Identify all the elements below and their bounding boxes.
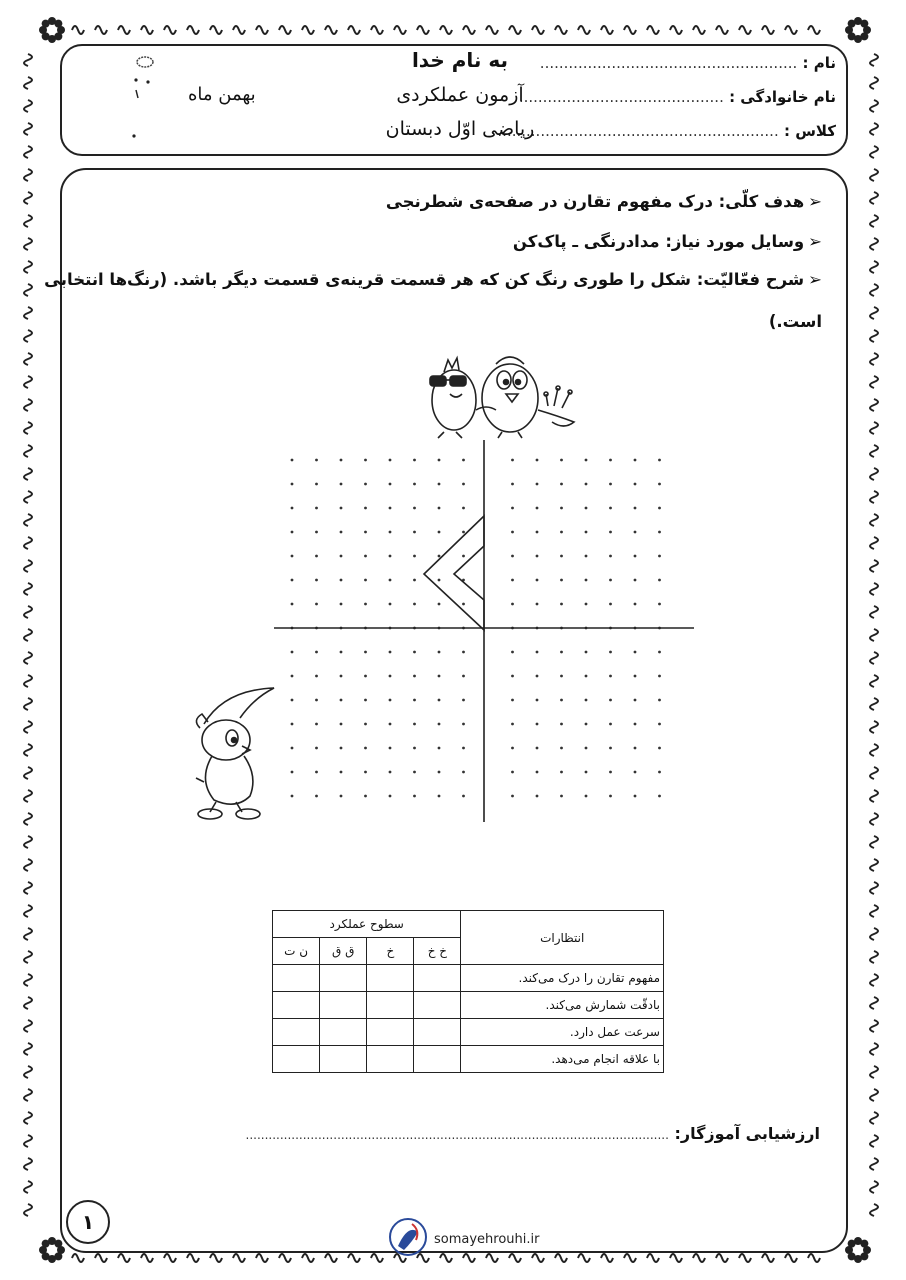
level-cell[interactable] <box>367 965 414 992</box>
level-cell[interactable] <box>367 1046 414 1073</box>
expectations-header: انتظارات <box>461 911 664 965</box>
teacher-evaluation <box>246 1124 820 1143</box>
table-row <box>273 1019 664 1046</box>
level-cell[interactable] <box>414 1046 461 1073</box>
goal-line <box>386 192 822 211</box>
teacher-evaluation-label: ارزشیابی آموزگار: <box>674 1124 820 1143</box>
activity-text: شرح فعّالیّت: شکل را طوری رنگ کن که هر قسمت قرینه‌ی قسمت دیگر باشد. (رنگ‌ها انتخابی <box>44 270 805 289</box>
level-cell[interactable] <box>320 992 367 1019</box>
website-url: somayehrouhi.ir <box>434 1232 540 1247</box>
tools-line <box>513 232 822 251</box>
activity-line-2: است.) <box>768 312 822 331</box>
level-n-t: ن ت <box>273 938 320 965</box>
exam-type: آزمون عملکردی <box>396 84 524 106</box>
page-number: ۱ <box>66 1200 110 1244</box>
level-cell[interactable] <box>273 1019 320 1046</box>
level-cell[interactable] <box>273 1046 320 1073</box>
table-row <box>273 1046 664 1073</box>
goal-text: هدف کلّی: درک مفهوم تقارن در صفحه‌ی شطرنجی <box>385 192 805 211</box>
level-cell[interactable] <box>273 965 320 992</box>
level-cell[interactable] <box>414 965 461 992</box>
level-cell[interactable] <box>367 992 414 1019</box>
level-q-q: ق ق <box>320 938 367 965</box>
expectation-cell: سرعت عمل دارد. <box>461 1019 664 1046</box>
header-title: به نام خدا <box>411 48 509 72</box>
expectation-cell: مفهوم تقارن را درک می‌کند. <box>461 965 664 992</box>
activity-line <box>44 270 822 289</box>
levels-header: سطوح عملکرد <box>273 911 461 938</box>
doodle-icon <box>126 52 160 148</box>
level-cell[interactable] <box>414 992 461 1019</box>
performance-table <box>272 910 664 1073</box>
level-cell[interactable] <box>273 992 320 1019</box>
name-label: نام : <box>802 54 836 72</box>
expectation-cell: با علاقه انجام می‌دهد. <box>461 1046 664 1073</box>
exam-month: بهمن ماه <box>188 84 256 105</box>
table-row <box>273 992 664 1019</box>
bullet-arrow-icon: ➢ <box>808 232 822 251</box>
level-kh-kh: خ خ <box>414 938 461 965</box>
level-kh: خ <box>367 938 414 965</box>
family-name-dots: ........................................... <box>518 88 724 106</box>
level-cell[interactable] <box>320 1019 367 1046</box>
level-cell[interactable] <box>414 1019 461 1046</box>
subject-title: ریاضی اوّل دبستان <box>385 118 535 140</box>
table-row <box>273 965 664 992</box>
bullet-arrow-icon: ➢ <box>808 270 822 289</box>
teacher-evaluation-dots: ............................................................................................................... <box>245 1128 669 1142</box>
name-dots: ...................................................... <box>539 54 798 72</box>
expectation-cell: بادقّت شمارش می‌کند. <box>461 992 664 1019</box>
two-chicks-illustration <box>414 350 580 444</box>
level-cell[interactable] <box>320 1046 367 1073</box>
level-cell[interactable] <box>320 965 367 992</box>
level-cell[interactable] <box>367 1019 414 1046</box>
class-label: کلاس : <box>783 122 836 140</box>
symmetry-dot-grid <box>272 440 696 824</box>
bullet-arrow-icon: ➢ <box>808 192 822 211</box>
family-name-label: نام خانوادگی : <box>729 88 836 106</box>
site-logo-icon <box>388 1216 428 1258</box>
class-dots: ........................................................... <box>497 122 779 140</box>
half-shape-outline <box>424 516 484 630</box>
chick-with-cap-illustration <box>186 684 278 822</box>
table-header-row <box>273 911 664 938</box>
tools-text: وسایل مورد نیاز: مدادرنگی ـ پاک‌کن <box>512 232 805 251</box>
